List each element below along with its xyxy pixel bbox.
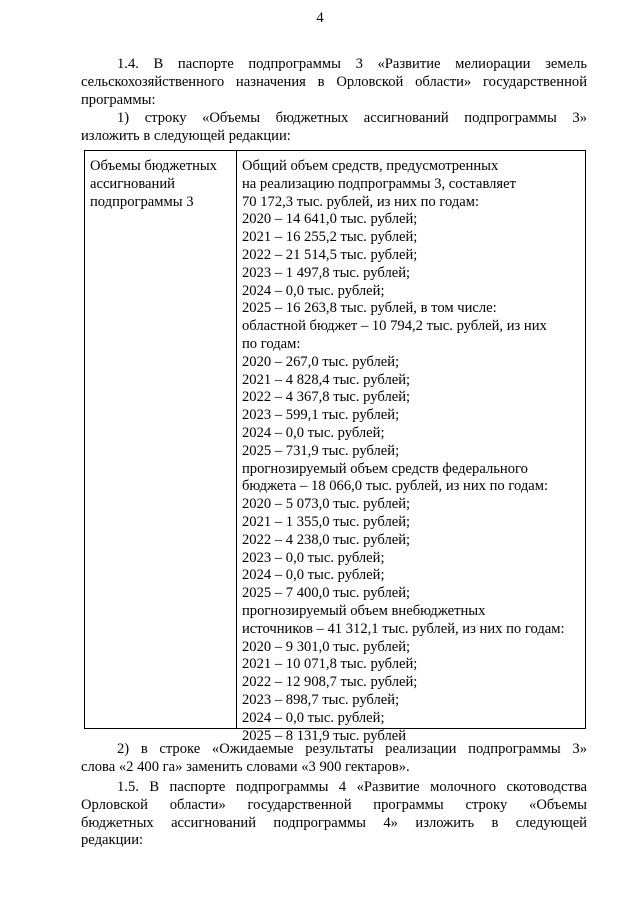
value-line: 70 172,3 тыс. рублей, из них по годам: <box>242 193 480 210</box>
table-label-cell <box>90 158 232 211</box>
value-line: Общий объем средств, предусмотренных <box>242 158 499 174</box>
column-divider <box>236 151 237 728</box>
value-line: 2023 – 0,0 тыс. рублей; <box>242 549 385 566</box>
label-line: ассигнований <box>90 175 175 192</box>
budget-allocation-table <box>84 150 586 744</box>
text-line: 1) строку «Объемы бюджетных ассигнований подпрограммы 3» <box>117 110 587 126</box>
value-line: 2022 – 21 514,5 тыс. рублей; <box>242 246 418 263</box>
text-line: редакции: <box>81 832 144 849</box>
item-2-paragraph <box>81 741 587 777</box>
value-line: 2021 – 10 071,8 тыс. рублей; <box>242 656 418 673</box>
page-number: 4 <box>316 10 324 26</box>
text-line: слова «2 400 га» заменить словами «3 900 гектаров». <box>81 758 410 775</box>
value-line: 2023 – 898,7 тыс. рублей; <box>242 691 400 708</box>
value-line: 2022 – 4 238,0 тыс. рублей; <box>242 531 411 548</box>
value-line: 2025 – 7 400,0 тыс. рублей; <box>242 585 411 602</box>
text-line: сельскохозяйственного назначения в Орловской области» государственной <box>81 73 587 90</box>
value-line: 2024 – 0,0 тыс. рублей; <box>242 709 385 726</box>
text-line: программы: <box>81 91 156 108</box>
value-line: прогнозируемый объем средств федерального <box>242 460 528 477</box>
value-line: бюджета – 18 066,0 тыс. рублей, из них по годам: <box>242 478 549 495</box>
value-line: 2025 – 16 263,8 тыс. рублей, в том числе: <box>242 300 497 317</box>
section-1-4-paragraph <box>81 56 587 109</box>
label-line: подпрограммы 3 <box>90 193 194 210</box>
value-line: 2023 – 599,1 тыс. рублей; <box>242 407 400 424</box>
text-line: 1.4. В паспорте подпрограммы 3 «Развитие мелиорации земель <box>117 56 587 72</box>
table-value-cell <box>242 158 582 745</box>
value-line: 2024 – 0,0 тыс. рублей; <box>242 282 385 299</box>
value-line: 2020 – 5 073,0 тыс. рублей; <box>242 496 411 513</box>
value-line: 2025 – 8 131,9 тыс. рублей <box>242 727 407 744</box>
item-1-paragraph <box>81 110 587 146</box>
value-line: областной бюджет – 10 794,2 тыс. рублей, из них <box>242 318 547 335</box>
value-line: 2024 – 0,0 тыс. рублей; <box>242 424 385 441</box>
section-1-5-paragraph <box>81 779 587 850</box>
value-line: 2021 – 4 828,4 тыс. рублей; <box>242 371 411 388</box>
text-line: изложить в следующей редакции: <box>81 127 291 144</box>
label-line: Объемы бюджетных <box>90 158 217 174</box>
text-line: 1.5. В паспорте подпрограммы 4 «Развитие молочного скотоводства <box>117 779 587 795</box>
value-line: 2022 – 4 367,8 тыс. рублей; <box>242 389 411 406</box>
value-line: 2024 – 0,0 тыс. рублей; <box>242 567 385 584</box>
value-line: 2021 – 1 355,0 тыс. рублей; <box>242 513 411 530</box>
value-line: 2020 – 267,0 тыс. рублей; <box>242 353 400 370</box>
value-line: источников – 41 312,1 тыс. рублей, из них по годам: <box>242 620 565 637</box>
value-line: 2020 – 14 641,0 тыс. рублей; <box>242 211 418 228</box>
text-line: 2) в строке «Ожидаемые результаты реализации подпрограммы 3» <box>117 741 587 757</box>
value-line: 2022 – 12 908,7 тыс. рублей; <box>242 674 418 691</box>
value-line: по годам: <box>242 335 301 352</box>
value-line: 2023 – 1 497,8 тыс. рублей; <box>242 264 411 281</box>
value-line: прогнозируемый объем внебюджетных <box>242 602 486 619</box>
value-line: на реализацию подпрограммы 3, составляет <box>242 175 516 192</box>
text-line: Орловской области» государственной программы строку «Объемы <box>81 796 587 813</box>
value-line: 2020 – 9 301,0 тыс. рублей; <box>242 638 411 655</box>
value-line: 2025 – 731,9 тыс. рублей; <box>242 442 400 459</box>
text-line: бюджетных ассигнований подпрограммы 4» изложить в следующей <box>81 814 587 831</box>
value-line: 2021 – 16 255,2 тыс. рублей; <box>242 229 418 246</box>
